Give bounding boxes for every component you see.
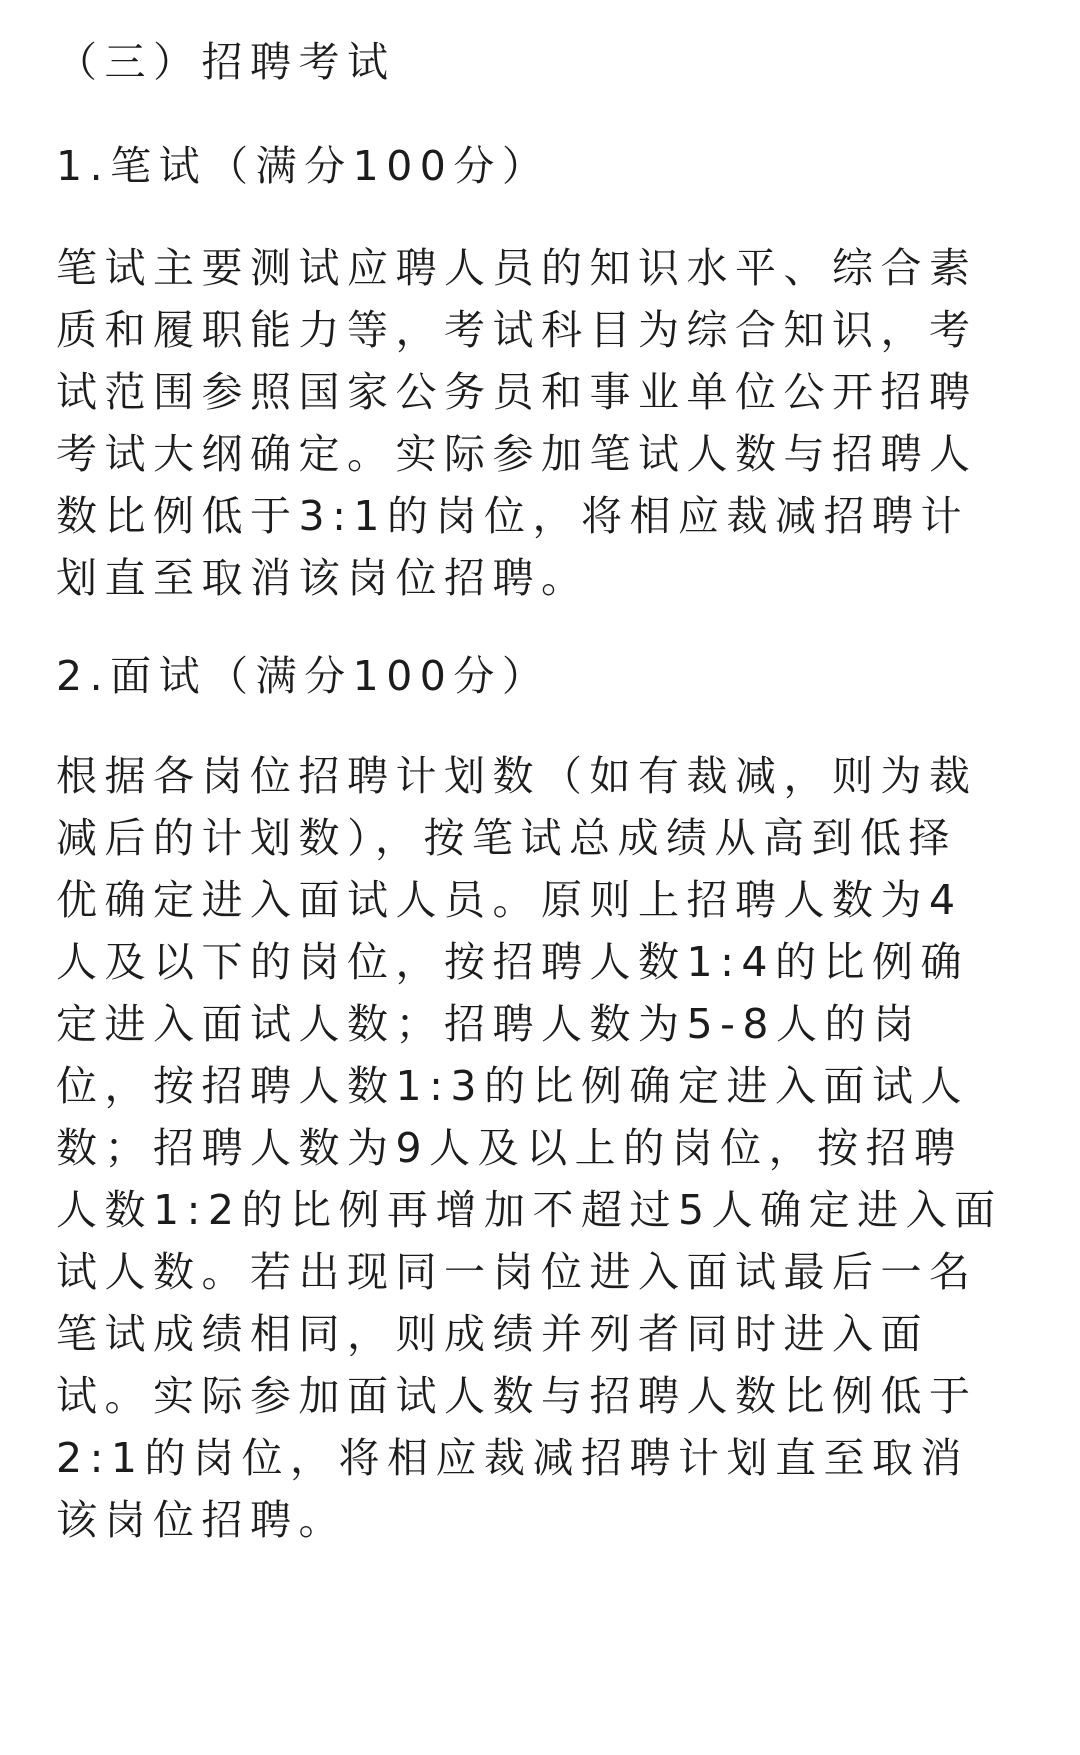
paragraph-line: 减后的计划数），按笔试总成绩从高到低择	[56, 814, 957, 862]
paragraph-line: 划直至取消该岗位招聘。	[56, 554, 590, 602]
paragraph-line: 人及以下的岗位，按招聘人数1:4的比例确	[56, 938, 969, 986]
paragraph-line: 数比例低于3:1的岗位，将相应裁减招聘计	[56, 492, 969, 540]
paragraph-line: 考试大纲确定。实际参加笔试人数与招聘人	[56, 430, 978, 478]
paragraph-line: 笔试主要测试应聘人员的知识水平、综合素	[56, 244, 978, 292]
paragraph-line: 2:1的岗位，将相应裁减招聘计划直至取消	[56, 1434, 969, 1482]
paragraph-line: 优确定进入面试人员。原则上招聘人数为4	[56, 876, 963, 924]
paragraph-line: 试。实际参加面试人数与招聘人数比例低于	[56, 1372, 978, 1420]
paragraph-line: 质和履职能力等，考试科目为综合知识，考	[56, 306, 978, 354]
section-title: （三）招聘考试	[56, 38, 396, 86]
paragraph-line: 笔试成绩相同，则成绩并列者同时进入面	[56, 1310, 929, 1358]
paragraph-line: 定进入面试人数；招聘人数为5-8人的岗	[56, 1000, 922, 1048]
written-exam-heading: 1.笔试（满分100分）	[56, 142, 551, 190]
paragraph-line: 试人数。若出现同一岗位进入面试最后一名	[56, 1248, 978, 1296]
paragraph-line: 试范围参照国家公务员和事业单位公开招聘	[56, 368, 978, 416]
interview-heading: 2.面试（满分100分）	[56, 652, 551, 700]
paragraph-line: 数；招聘人数为9人及以上的岗位，按招聘	[56, 1124, 963, 1172]
paragraph-line: 位，按招聘人数1:3的比例确定进入面试人	[56, 1062, 969, 1110]
paragraph-line: 该岗位招聘。	[56, 1496, 347, 1544]
paragraph-line: 人数1:2的比例再增加不超过5人确定进入面	[56, 1186, 1003, 1234]
paragraph-line: 根据各岗位招聘计划数（如有裁减，则为裁	[56, 752, 978, 800]
